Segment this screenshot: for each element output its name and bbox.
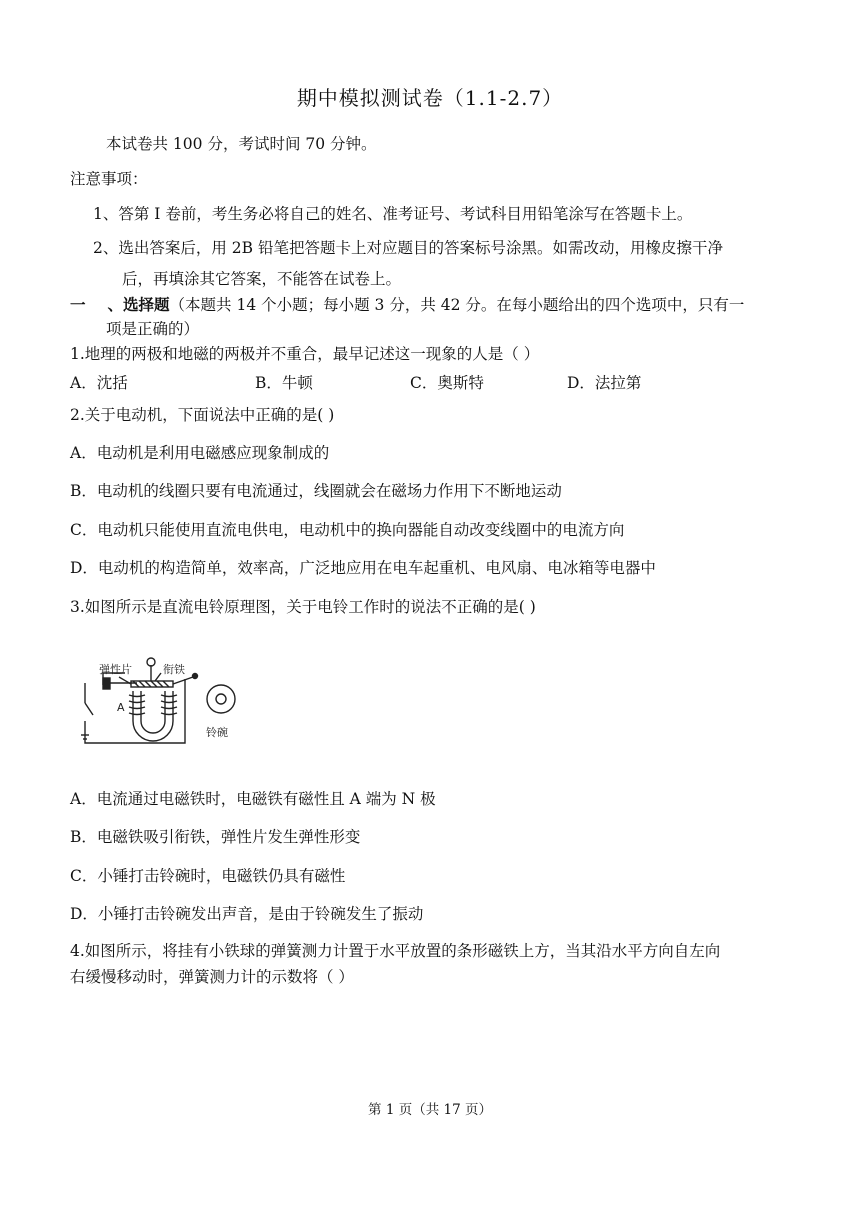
- question-3-option-a: A．电流通过电磁铁时，电磁铁有磁性且 A 端为 N 极: [70, 790, 436, 808]
- question-1-stem: 1.地理的两极和地磁的两极并不重合，最早记述这一现象的人是（ ）: [70, 345, 540, 363]
- figure-label-end-a: A: [117, 701, 125, 714]
- notice-item-2-line-1: 2、选出答案后，用 2B 铅笔把答题卡上对应题目的答案标号涂黑。如需改动，用橡皮擦干净: [93, 239, 723, 257]
- figure-label-armature: 衔铁: [163, 663, 185, 676]
- exam-intro: 本试卷共 100 分，考试时间 70 分钟。: [106, 135, 377, 153]
- question-3-stem: 3.如图所示是直流电铃原理图，关于电铃工作时的说法不正确的是( ): [70, 598, 536, 616]
- question-4-stem-line-2: 右缓慢移动时，弹簧测力计的示数将（ ）: [70, 968, 354, 986]
- question-2-option-b: B．电动机的线圈只要有电流通过，线圈就会在磁场力作用下不断地运动: [70, 482, 562, 500]
- question-1-options: [70, 372, 770, 394]
- section-number: 一: [70, 295, 86, 314]
- question-2-option-d: D．电动机的构造简单，效率高，广泛地应用在电车起重机、电风扇、电冰箱等电器中: [70, 559, 656, 577]
- question-1-option-a: A．沈括: [70, 374, 128, 392]
- page-footer: 第 1 页（共 17 页）: [368, 1102, 492, 1118]
- figure-label-spring: 弹性片: [99, 663, 132, 676]
- notice-item-1: 1、答第 I 卷前，考生务必将自己的姓名、准考证号、考试科目用铅笔涂写在答题卡上。: [93, 205, 693, 223]
- section-heading: [70, 294, 744, 316]
- question-1-option-b: B．牛顿: [255, 374, 313, 392]
- question-2-option-a: A．电动机是利用电磁感应现象制成的: [70, 444, 330, 462]
- figure-label-bell-bowl: 铃碗: [206, 726, 228, 739]
- question-2-stem: 2.关于电动机，下面说法中正确的是( ): [70, 406, 335, 424]
- electric-bell-diagram: [75, 643, 250, 760]
- section-name: 、选择题: [107, 295, 170, 314]
- page-title: 期中模拟测试卷（1.1-2.7）: [296, 86, 564, 110]
- question-3-option-c: C．小锤打击铃碗时，电磁铁仍具有磁性: [70, 867, 346, 885]
- question-2-option-c: C．电动机只能使用直流电供电，电动机中的换向器能自动改变线圈中的电流方向: [70, 521, 625, 539]
- question-4-stem-line-1: 4.如图所示，将挂有小铁球的弹簧测力计置于水平放置的条形磁铁上方，当其沿水平方向自左向: [70, 942, 721, 960]
- section-description: （本题共 14 个小题；每小题 3 分，共 42 分。在每小题给出的四个选项中，只有一: [169, 296, 745, 314]
- question-1-option-c: C．奥斯特: [410, 374, 484, 392]
- notice-item-2-line-2: 后，再填涂其它答案，不能答在试卷上。: [122, 270, 402, 288]
- question-3-option-b: B．电磁铁吸引衔铁，弹性片发生弹性形变: [70, 828, 361, 846]
- question-3-option-d: D．小锤打击铃碗发出声音，是由于铃碗发生了振动: [70, 905, 424, 923]
- question-1-option-d: D．法拉第: [567, 374, 642, 392]
- notice-heading: 注意事项：: [70, 170, 148, 188]
- section-description-line-2: 项是正确的）: [106, 320, 200, 338]
